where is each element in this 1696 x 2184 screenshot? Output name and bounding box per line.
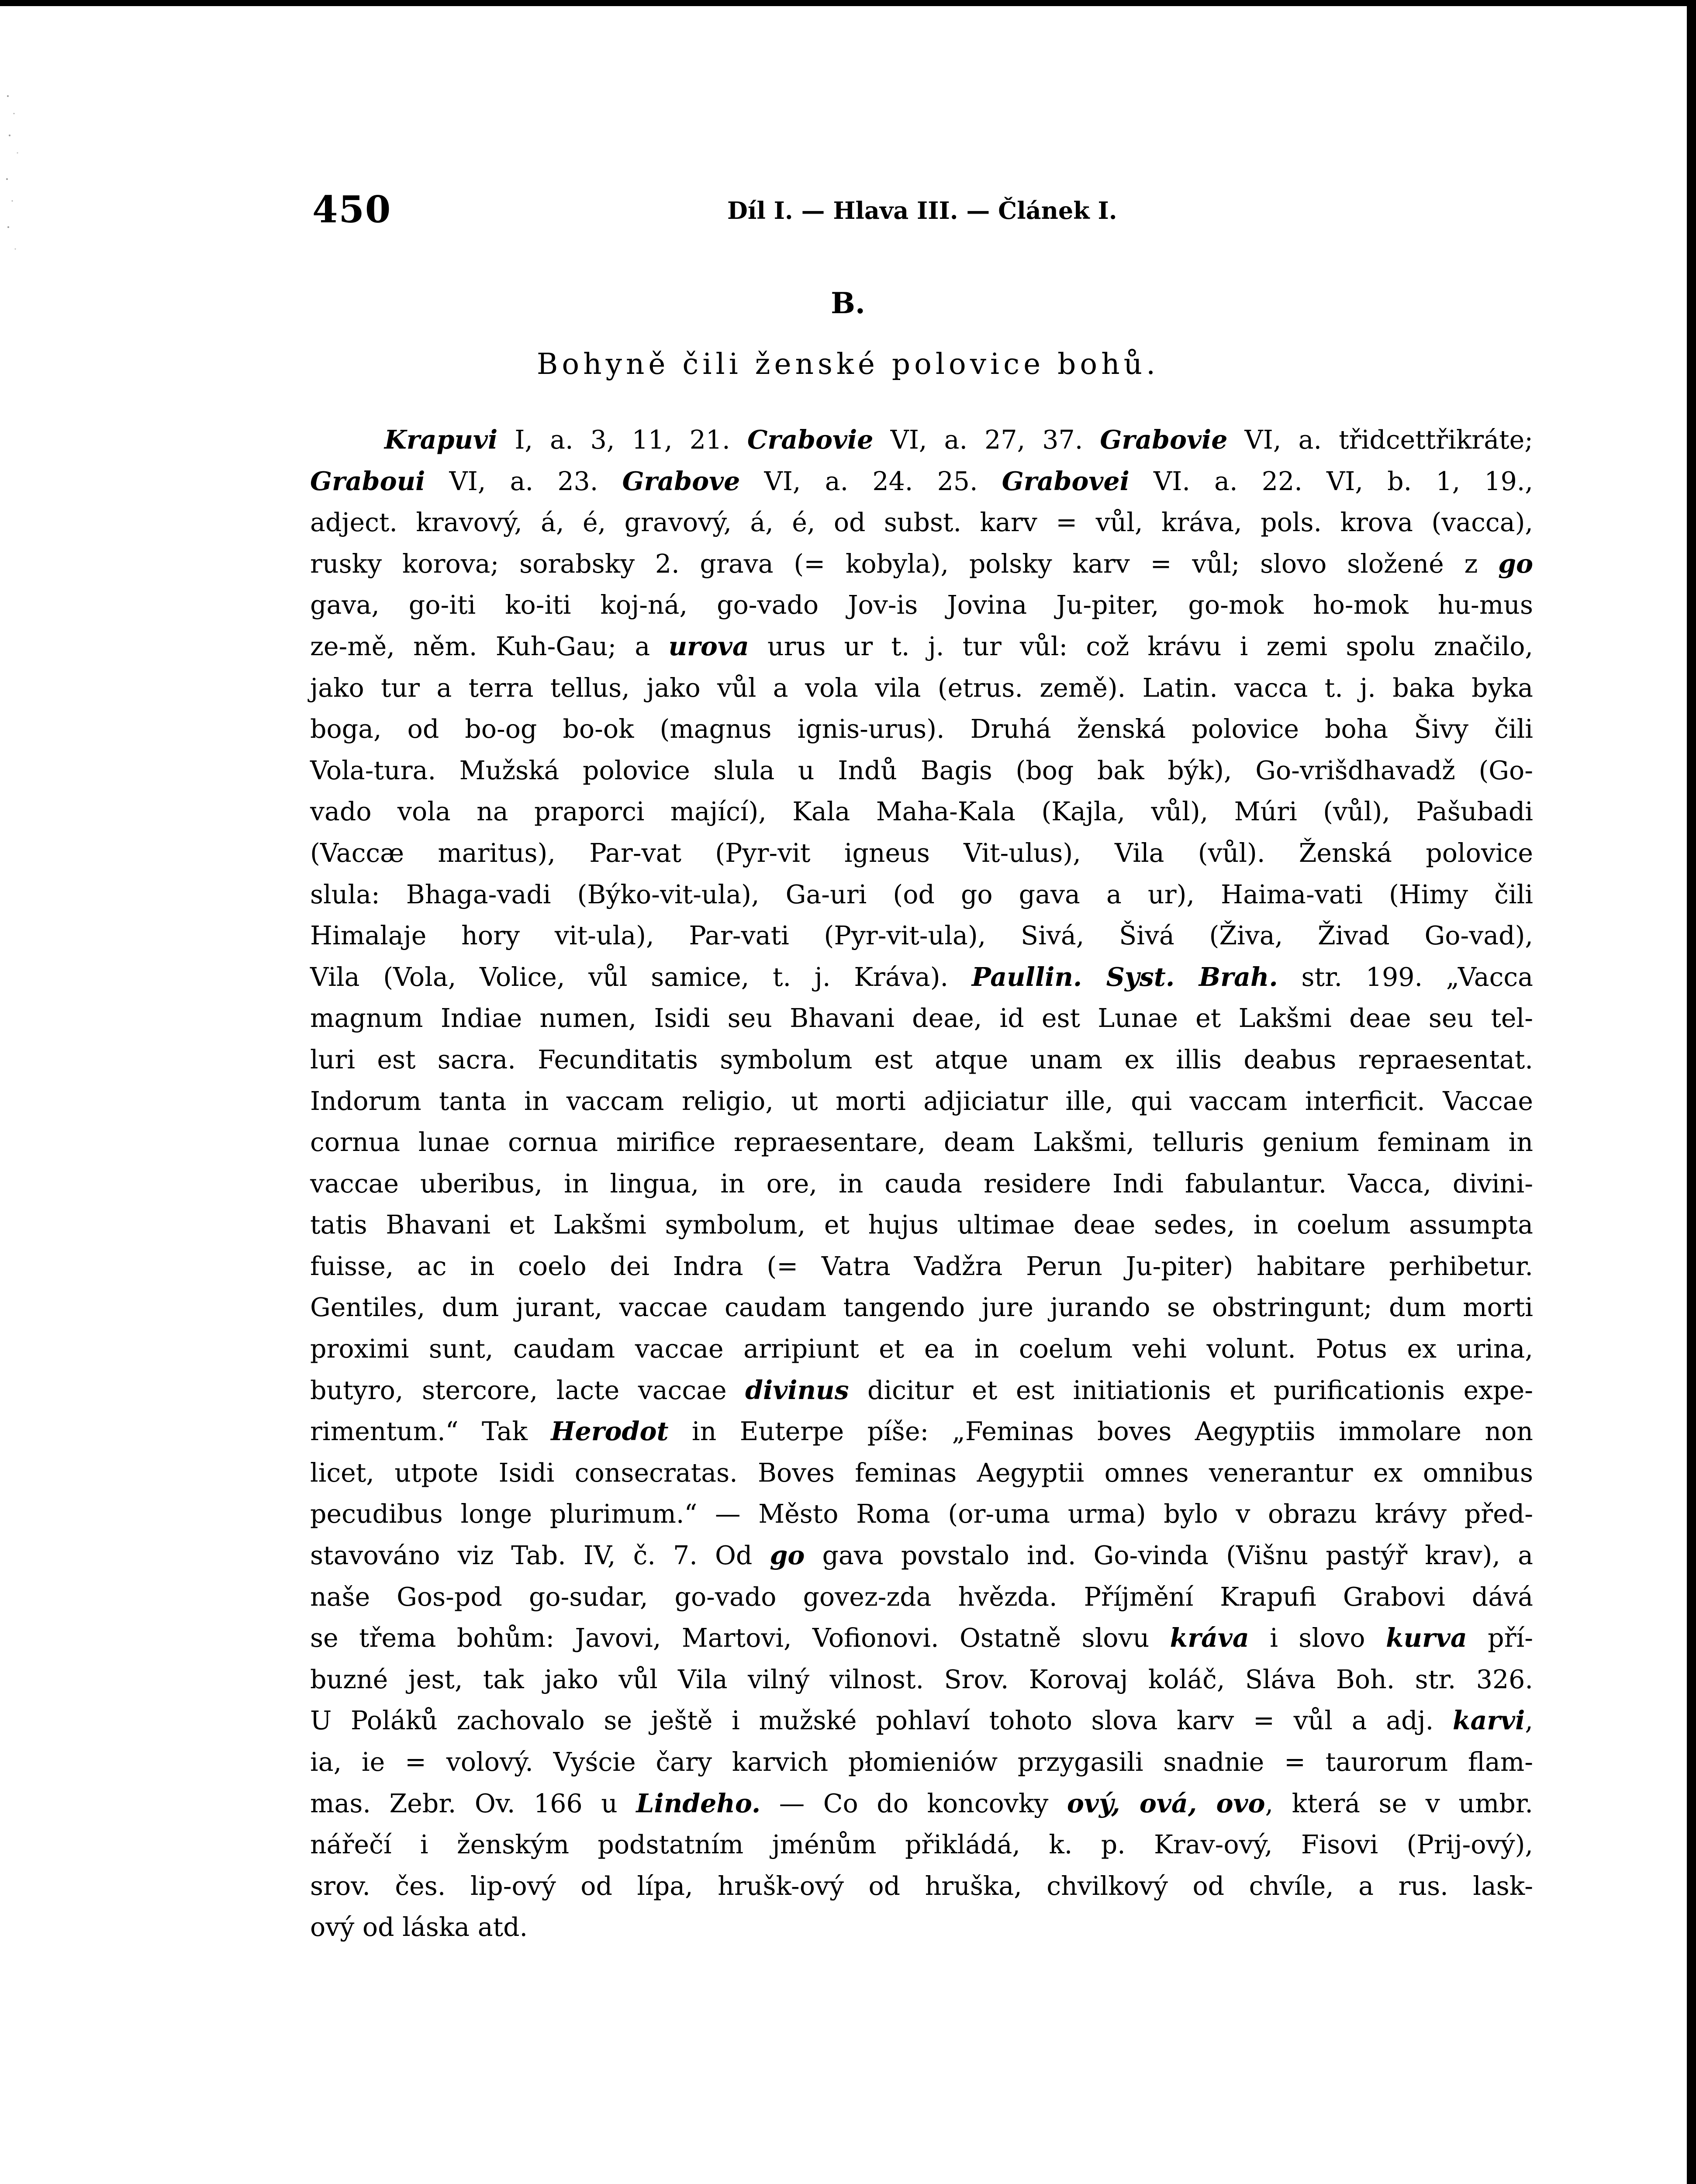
body-text bbox=[310, 419, 1533, 1948]
body-line: rimentum.“ Tak Herodot in Euterpe píše: „Feminas boves Aegyptiis immolare non bbox=[310, 1416, 1533, 1447]
body-line: butyro, stercore, lacte vaccae divinus dicitur et est initiationis et purificationis expe- bbox=[310, 1375, 1533, 1405]
body-line: se třema bohům: Javovi, Martovi, Vofionovi. Ostatně slovu kráva i slovo kurva pří- bbox=[310, 1623, 1534, 1653]
body-line: licet, utpote Isidi consecratas. Boves feminas Aegyptii omnes venerantur ex omnibus bbox=[310, 1458, 1533, 1488]
scan-border-right bbox=[1687, 0, 1696, 2184]
body-line: Gentiles, dum jurant, vaccae caudam tangendo jure jurando se obstringunt; dum morti bbox=[310, 1292, 1533, 1323]
body-line: boga, od bo-og bo-ok (magnus ignis-urus). Druhá ženská polovice boha Šivy čili bbox=[310, 714, 1533, 744]
body-line: pecudibus longe plurimum.“ — Město Roma (or-uma urma) bylo v obrazu krávy před- bbox=[310, 1499, 1533, 1529]
body-line: Himalaje hory vit-ula), Par-vati (Pyr-vit-ula), Sivá, Šivá (Živa, Živad Go-vad), bbox=[310, 921, 1533, 951]
body-line: Krapuvi I, a. 3, 11, 21. Crabovie VI, a. 27, 37. Grabovie VI, a. třidcettřikráte; bbox=[384, 425, 1533, 455]
body-line: ze-mě, něm. Kuh-Gau; a urova urus ur t. j. tur vůl: což krávu i zemi spolu značilo, bbox=[310, 631, 1534, 661]
section-letter: B. bbox=[831, 286, 865, 320]
body-line: Vila (Vola, Volice, vůl samice, t. j. Kráva). Paullin. Syst. Brah. str. 199. „Vacca bbox=[310, 961, 1533, 992]
section-title: Bohyně čili ženské polovice bohů. bbox=[536, 347, 1160, 381]
body-line: stavováno viz Tab. IV, č. 7. Od go gava povstalo ind. Go-vinda (Višnu pastýř krav), a bbox=[310, 1540, 1533, 1571]
body-line: Graboui VI, a. 23. Grabove VI, a. 24. 25. Grabovei VI. a. 22. VI, b. 1, 19., bbox=[310, 466, 1533, 496]
body-line: U Poláků zachovalo se ještě i mužské pohlaví tohoto slova karv = vůl a adj. karvi, bbox=[310, 1705, 1533, 1736]
body-line: (Vaccæ maritus), Par-vat (Pyr-vit igneus Vit-ulus), Vila (vůl). Ženská polovice bbox=[310, 838, 1533, 868]
body-line: ia, ie = volový. Vyście čary karvich płomieniów przygasili snadnie = taurorum flam- bbox=[310, 1747, 1533, 1777]
body-line: luri est sacra. Fecunditatis symbolum est atque unam ex illis deabus repraesentat. bbox=[310, 1044, 1533, 1075]
body-line: ový od láska atd. bbox=[310, 1912, 528, 1942]
body-line: nářečí i ženským podstatním jménům přikládá, k. p. Krav-ový, Fisovi (Prij-ový), bbox=[310, 1830, 1533, 1860]
body-line: tatis Bhavani et Lakšmi symbolum, et hujus ultimae deae sedes, in coelum assumpta bbox=[310, 1210, 1533, 1240]
body-line: magnum Indiae numen, Isidi seu Bhavani deae, id est Lunae et Lakšmi deae seu tel- bbox=[310, 1003, 1533, 1033]
body-line: Vola-tura. Mužská polovice slula u Indů Bagis (bog bak býk), Go-vrišdhavadž (Go- bbox=[310, 755, 1533, 785]
body-line: srov. čes. lip-ový od lípa, hrušk-ový od hruška, chvilkový od chvíle, a rus. lask- bbox=[310, 1871, 1533, 1901]
body-line: proximi sunt, caudam vaccae arripiunt et ea in coelum vehi volunt. Potus ex urina, bbox=[310, 1334, 1533, 1364]
scan-border-top bbox=[0, 0, 1696, 6]
body-line: buzné jest, tak jako vůl Vila vilný vilnost. Srov. Korovaj koláč, Sláva Boh. str. 326. bbox=[310, 1664, 1533, 1694]
body-line: gava, go-iti ko-iti koj-ná, go-vado Jov-is Jovina Ju-piter, go-mok ho-mok hu-mus bbox=[310, 590, 1533, 620]
body-line: naše Gos-pod go-sudar, go-vado govez-zda hvězda. Příjmění Krapufi Grabovi dává bbox=[310, 1582, 1533, 1612]
body-line: fuisse, ac in coelo dei Indra (= Vatra Vadžra Perun Ju-piter) habitare perhibetur. bbox=[310, 1251, 1533, 1281]
scan-specks bbox=[4, 87, 31, 262]
body-line: cornua lunae cornua mirifice repraesentare, deam Lakšmi, telluris genium feminam in bbox=[310, 1127, 1533, 1158]
page-header bbox=[312, 188, 1548, 236]
body-line: vaccae uberibus, in lingua, in ore, in cauda residere Indi fabulantur. Vacca, divini- bbox=[310, 1168, 1533, 1199]
body-line: Indorum tanta in vaccam religio, ut morti adjiciatur ille, qui vaccam interficit. Vaccae bbox=[310, 1086, 1533, 1116]
body-line: jako tur a terra tellus, jako vůl a vola vila (etrus. země). Latin. vacca t. j. baka byka bbox=[310, 673, 1533, 703]
page-number: 450 bbox=[312, 188, 392, 231]
body-line: vado vola na praporci mající), Kala Maha-Kala (Kajla, vůl), Múri (vůl), Pašubadi bbox=[310, 797, 1533, 827]
body-line: rusky korova; sorabsky 2. grava (= kobyla), polsky karv = vůl; slovo složené z go bbox=[310, 548, 1533, 579]
running-head: Díl I. — Hlava III. — Článek I. bbox=[727, 197, 1117, 225]
body-line: mas. Zebr. Ov. 166 u Lindeho. — Co do koncovky ový, ová, ovo, která se v umbr. bbox=[310, 1788, 1533, 1818]
body-line: adject. kravový, á, é, gravový, á, é, od subst. karv = vůl, kráva, pols. krova (vacca), bbox=[310, 508, 1533, 538]
body-line: slula: Bhaga-vadi (Býko-vit-ula), Ga-uri (od go gava a ur), Haima-vati (Himy čili bbox=[310, 879, 1533, 909]
